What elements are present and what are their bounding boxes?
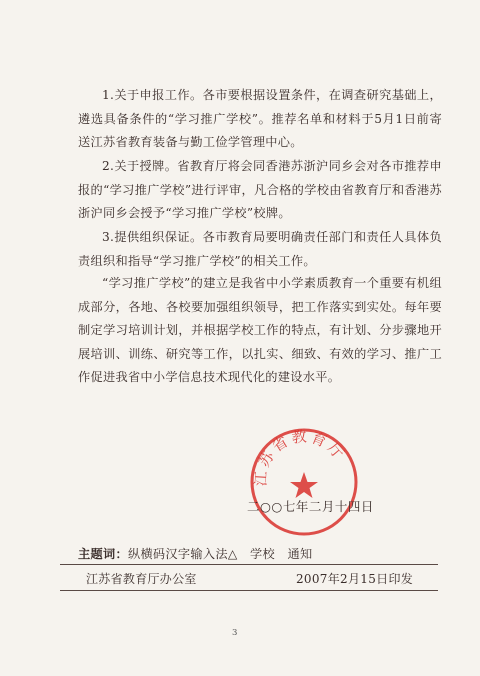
official-seal-icon [248, 426, 360, 538]
divider-top [60, 564, 438, 565]
signature-date: 二○○七年二月十四日 [247, 499, 374, 514]
svg-text:江苏省教育厅: 江苏省教育厅 [251, 427, 350, 487]
divider-bottom [60, 590, 438, 591]
closing-paragraph: “学习推广学校”的建立是我省中小学素质教育一个重要有机组成部分，各地、各校要加强组织领导，把工作落实到实处。每年要制定学习培训计划，并根据学校工作的特点，有计划、分步骤地开展培训、训练、研究等工作，以扎实、细致、有效的学习、推广工作促进我省中小学信息技术现代化的建设水平。 [78, 276, 442, 385]
item-3-organization: 3.提供组织保证。各市教育局要明确责任部门和责任人具体负责组织和指导“学习推广学校”的相关工作。 [78, 230, 442, 268]
subject-label: 主题词： [78, 547, 128, 561]
page-number: 3 [232, 628, 238, 638]
item-1-submission: 1.关于申报工作。各市要根据设置条件，在调查研究基础上，遴选具备条件的“学习推广学校”。推荐名单和材料于5月1日前寄送江苏省教育装备与勤工俭学管理中心。 [78, 88, 442, 150]
subject-terms: 纵横码汉字输入法△ 学校 通知 [127, 547, 313, 561]
issuer: 江苏省教育厅办公室 [86, 572, 197, 586]
item-2-plaque-award: 2.关于授牌。省教育厅将会同香港苏浙沪同乡会对各市推荐申报的“学习推广学校”进行评审，凡合格的学校由省教育厅和香港苏浙沪同乡会授予“学习推广学校”校牌。 [78, 159, 442, 221]
subject-line [78, 545, 444, 562]
issue-date: 2007年2月15日印发 [296, 572, 414, 586]
